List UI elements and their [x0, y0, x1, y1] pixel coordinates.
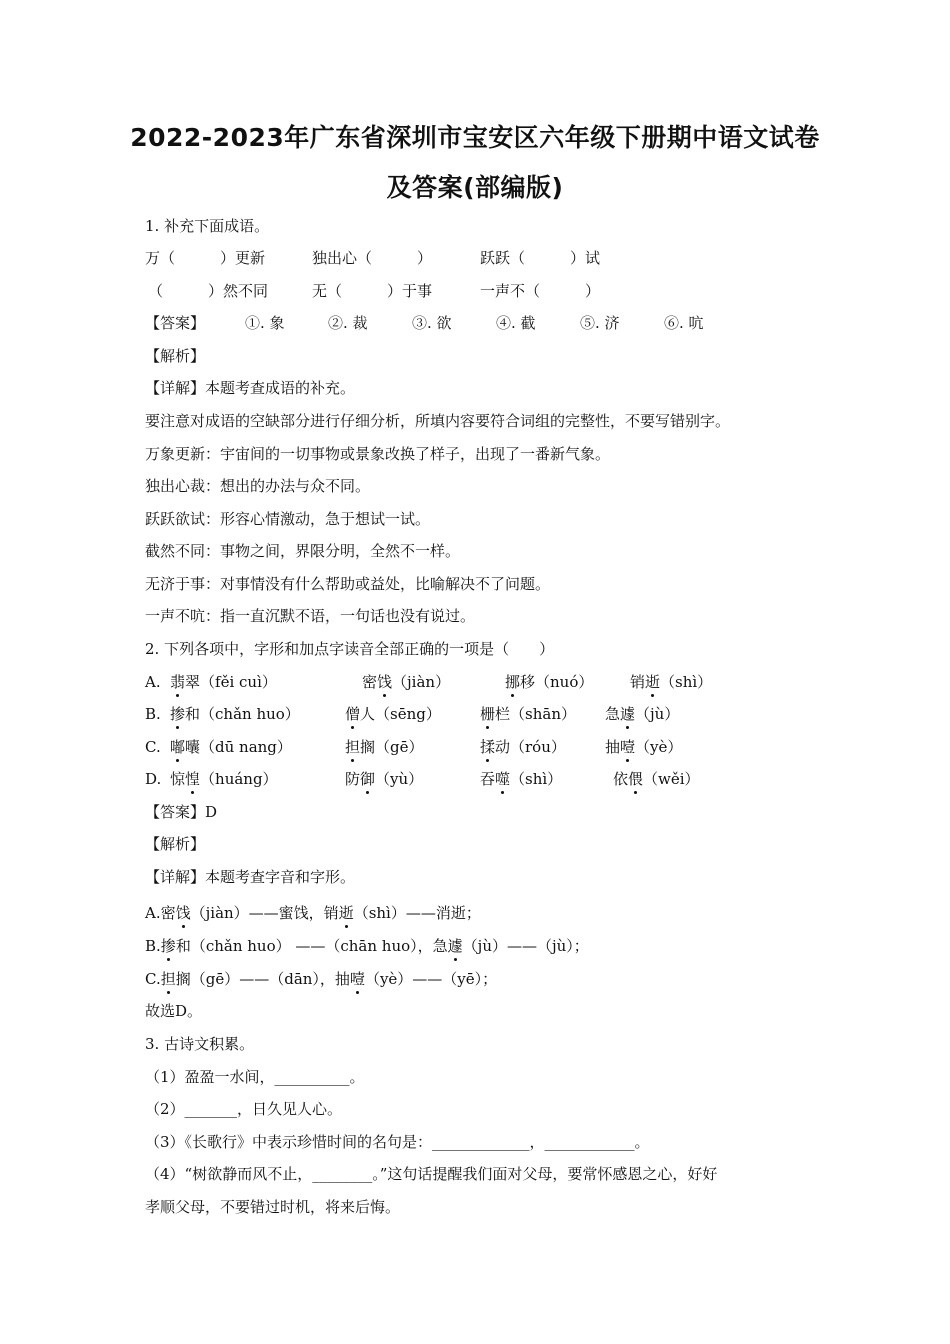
- q2-option-b-label: B.: [145, 705, 161, 723]
- q1-stem: 1. 补充下面成语。: [145, 217, 270, 235]
- q1-answer-label: 【答案】: [145, 314, 206, 332]
- q1-blank-5: 无（ ）于事: [312, 282, 433, 300]
- q1-answer-4: ④. 截: [496, 314, 536, 332]
- q3-item: （1）盈盈一水间，__________。: [145, 1068, 365, 1086]
- q2-analysis-label: 【解析】: [145, 835, 206, 853]
- q2-option-c-item: 揉动（róu）: [480, 738, 566, 756]
- q2-option-a-item: 挪移（nuó）: [505, 673, 594, 691]
- q3-item: （2）_______，日久见人心。: [145, 1100, 343, 1118]
- q2-option-d-item: 依偎（wěi）: [613, 770, 700, 788]
- q2-option-b-item: 僧人（sēng）: [345, 705, 441, 723]
- q1-answer-1: ①. 象: [245, 314, 285, 332]
- q2-option-d-item: 防御（yù）: [345, 770, 424, 788]
- q2-option-b-item: 掺和（chǎn huo）: [170, 705, 300, 723]
- q2-option-c-item: 担搁（gē）: [345, 738, 424, 756]
- q2-detail: 【详解】本题考查字音和字形。: [145, 868, 356, 886]
- document-title-line-1: 2022-2023年广东省深圳市宝安区六年级下册期中语文试卷: [130, 123, 820, 152]
- q3-item: （4）“树欲静而风不止，________。”这句话提醒我们面对父母，要常怀感恩之心，好好: [145, 1165, 718, 1183]
- q2-correction-line: C.担搁（gē）——（dān），抽噎（yè）——（yē）；: [145, 970, 498, 988]
- q2-option-b-item: 急遽（jù）: [605, 705, 680, 723]
- q1-explain-line: 跃跃欲试：形容心情激动，急于想试一试。: [145, 510, 431, 528]
- q1-blank-2: 独出心（ ）: [312, 249, 433, 267]
- q2-correction-line: A.密饯（jiàn）——蜜饯，销逝（shì）——消逝；: [145, 904, 481, 922]
- q2-conclusion: 故选D。: [145, 1002, 203, 1020]
- q2-option-d-label: D.: [145, 770, 162, 788]
- q1-blank-1: 万（ ）更新: [145, 249, 266, 267]
- q1-answer-5: ⑤. 济: [580, 314, 620, 332]
- q1-explain-line: 无济于事：对事情没有什么帮助或益处，比喻解决不了问题。: [145, 575, 551, 593]
- q2-option-b-item: 栅栏（shān）: [480, 705, 576, 723]
- q3-item-continuation: 孝顺父母，不要错过时机，将来后悔。: [145, 1198, 401, 1216]
- q1-blank-3: 跃跃（ ）试: [480, 249, 601, 267]
- q1-explain-line: 独出心裁：想出的办法与众不同。: [145, 477, 371, 495]
- q1-explain-line: 要注意对成语的空缺部分进行仔细分析，所填内容要符合词组的完整性，不要写错别字。: [145, 412, 731, 430]
- q1-detail: 【详解】本题考查成语的补充。: [145, 379, 356, 397]
- q1-explain-line: 万象更新：宇宙间的一切事物或景象改换了样子，出现了一番新气象。: [145, 445, 611, 463]
- q2-stem: 2. 下列各项中，字形和加点字读音全部正确的一项是（ ）: [145, 640, 555, 658]
- q2-correction-line: B.掺和（chǎn huo） ——（chān huo），急遽（jù）——（jù）；: [145, 937, 589, 955]
- q1-analysis-label: 【解析】: [145, 347, 206, 365]
- q2-option-a-label: A.: [145, 673, 161, 691]
- q2-option-a-item: 翡翠（fěi cuì）: [170, 673, 277, 691]
- q1-blank-6: 一声不（ ）: [480, 282, 601, 300]
- q2-answer: 【答案】D: [145, 803, 218, 821]
- q2-option-d-item: 吞噬（shì）: [480, 770, 563, 788]
- q2-option-a-item: 密饯（jiàn）: [362, 673, 451, 691]
- q2-option-a-item: 销逝（shì）: [630, 673, 713, 691]
- q1-blank-4: （ ）然不同: [148, 282, 269, 300]
- q2-option-c-item: 嘟囔（dū nang）: [170, 738, 292, 756]
- q1-explain-line: 一声不吭：指一直沉默不语，一句话也没有说过。: [145, 607, 476, 625]
- q1-answer-3: ③. 欲: [412, 314, 452, 332]
- q2-option-d-item: 惊惶（huáng）: [170, 770, 278, 788]
- q3-stem: 3. 古诗文积累。: [145, 1035, 255, 1053]
- q1-answer-2: ②. 裁: [328, 314, 368, 332]
- q2-option-c-item: 抽噎（yè）: [605, 738, 683, 756]
- q1-answer-6: ⑥. 吭: [664, 314, 704, 332]
- q3-item: （3）《长歌行》中表示珍惜时间的名句是：_____________，____________。: [145, 1133, 650, 1151]
- q1-explain-line: 截然不同：事物之间，界限分明，全然不一样。: [145, 542, 461, 560]
- document-title-line-2: 及答案(部编版): [386, 173, 564, 202]
- q2-option-c-label: C.: [145, 738, 161, 756]
